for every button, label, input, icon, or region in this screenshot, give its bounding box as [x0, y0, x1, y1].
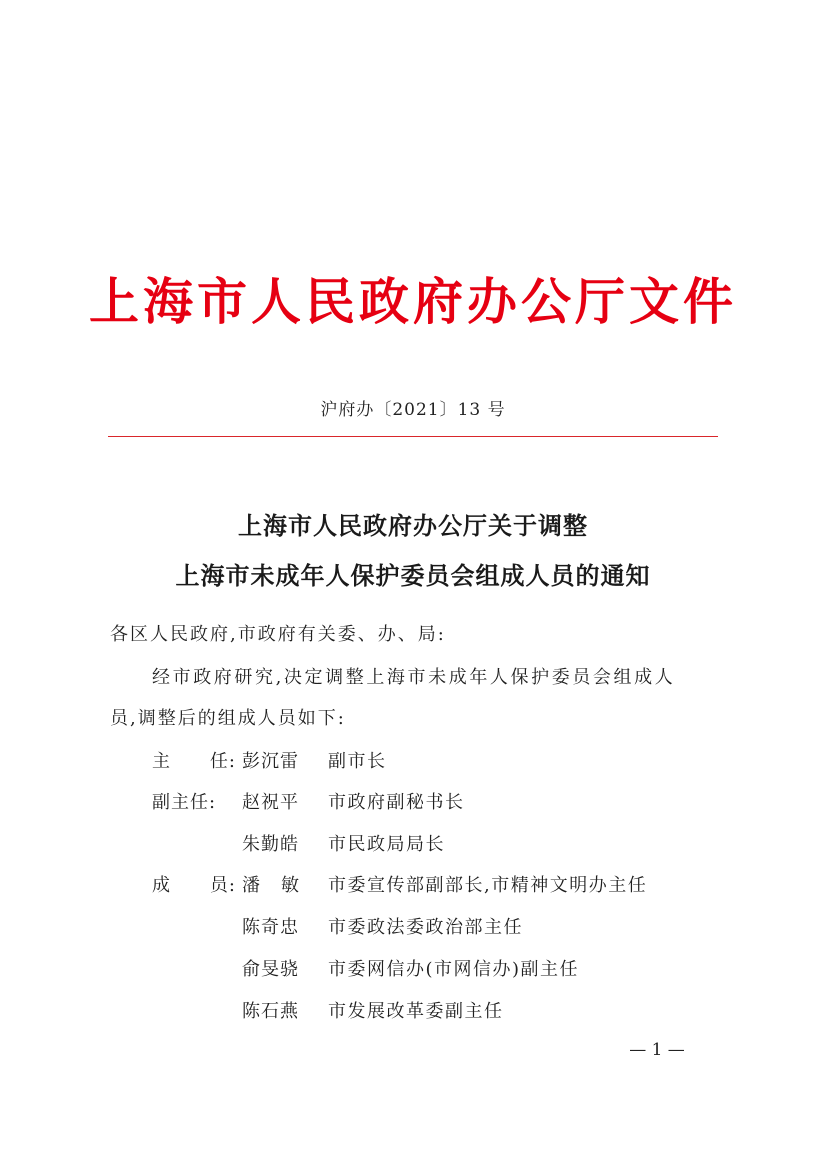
member-position: 市发展改革委副主任 [328, 1001, 504, 1022]
member-role: 主 任: [152, 751, 236, 772]
member-name: 朱勤皓 [242, 834, 299, 855]
member-role: 副主任: [152, 792, 217, 813]
red-divider-line [108, 436, 718, 437]
member-position: 市委政法委政治部主任 [328, 917, 523, 938]
member-row-deputy-director [0, 832, 826, 858]
member-position: 副市长 [328, 751, 387, 772]
member-row-member [0, 957, 826, 983]
member-name: 俞旻骁 [242, 959, 299, 980]
member-row-director [0, 749, 826, 775]
member-row-member [0, 915, 826, 941]
page-number: — 1 — [629, 1040, 685, 1060]
body-paragraph-line-1: 经市政府研究,决定调整上海市未成年人保护委员会组成人 [152, 667, 676, 688]
salutation: 各区人民政府,市政府有关委、办、局: [110, 624, 446, 645]
member-name: 陈石燕 [242, 1001, 299, 1022]
member-position: 市政府副秘书长 [328, 792, 465, 813]
member-position: 市委宣传部副部长,市精神文明办主任 [328, 875, 648, 896]
body-paragraph-line-2: 员,调整后的组成人员如下: [110, 708, 346, 729]
document-title-line-2: 上海市未成年人保护委员会组成人员的通知 [175, 561, 651, 590]
member-name: 彭沉雷 [242, 751, 299, 772]
member-name: 赵祝平 [242, 792, 299, 813]
member-name: 陈奇忠 [242, 917, 299, 938]
document-title-line-1: 上海市人民政府办公厅关于调整 [238, 511, 588, 540]
member-name: 潘 敏 [242, 875, 300, 896]
issuing-authority-header: 上海市人民政府办公厅文件 [89, 272, 737, 331]
member-role: 成 员: [152, 875, 236, 896]
member-position: 市民政局局长 [328, 834, 445, 855]
member-position: 市委网信办(市网信办)副主任 [328, 959, 580, 980]
document-number: 沪府办〔2021〕13 号 [320, 400, 506, 420]
member-row-member [0, 999, 826, 1025]
member-row-member [0, 873, 826, 899]
member-row-deputy-director [0, 790, 826, 816]
